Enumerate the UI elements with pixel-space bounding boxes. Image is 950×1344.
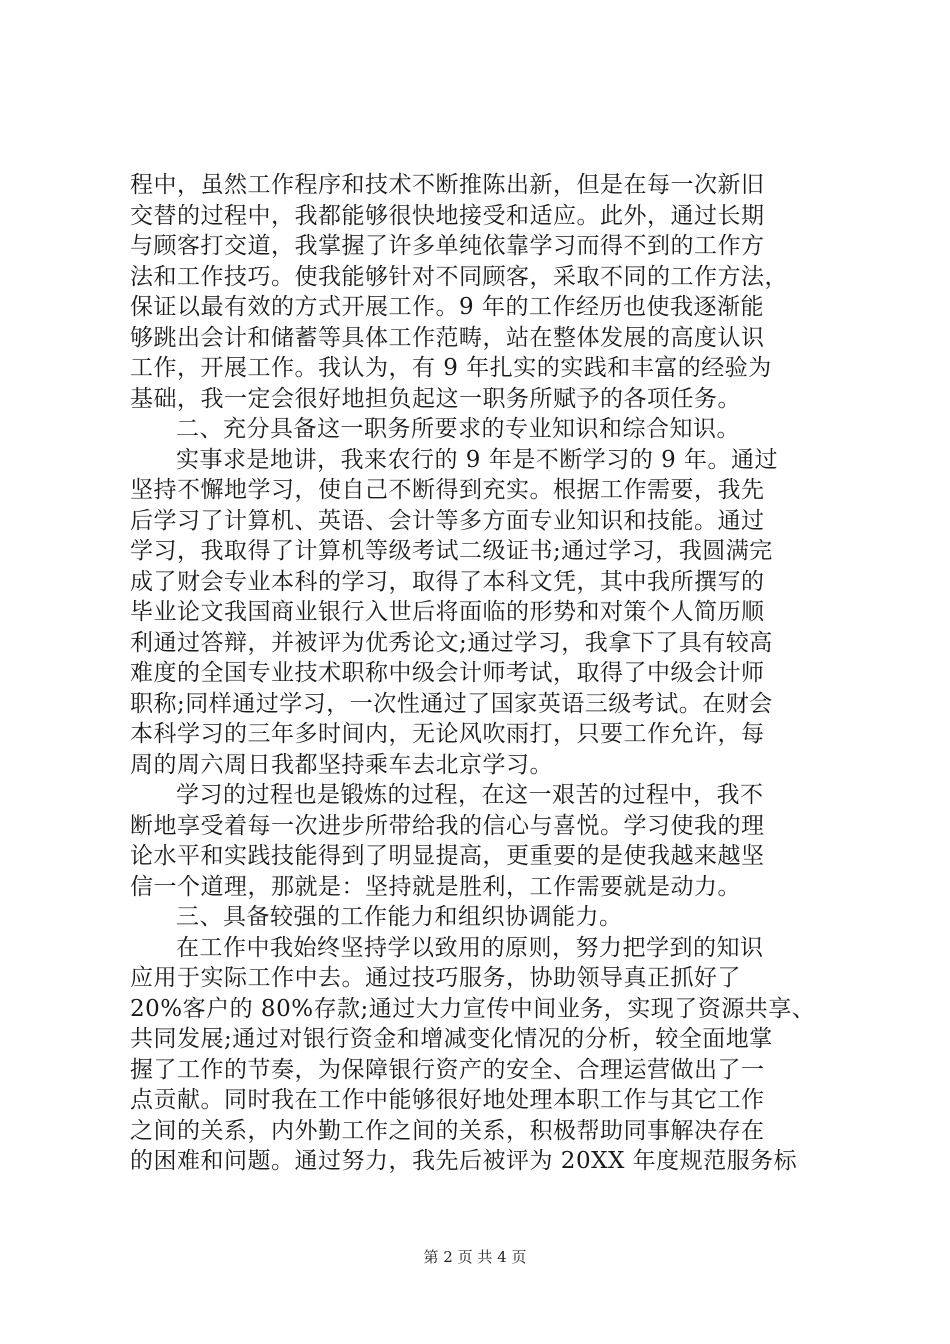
document-body — [130, 170, 830, 1177]
text-line: 在工作中我始终坚持学以致用的原则，努力把学到的知识 — [176, 934, 764, 961]
text-line: 之间的关系，内外勤工作之间的关系，积极帮助同事解决存在 — [130, 1117, 765, 1144]
text-line: 的困难和问题。通过努力，我先后被评为 20XX 年度规范服务标 — [130, 1148, 798, 1174]
text-line: 保证以最有效的方式开展工作。9 年的工作经历也使我逐渐能 — [130, 294, 764, 320]
text-line: 信一个道理，那就是：坚持就是胜利，工作需要就是动力。 — [130, 873, 741, 900]
text-line: 本科学习的三年多时间内，无论风吹雨打，只要工作允许，每 — [130, 721, 765, 747]
text-line: 周的周六周日我都坚持乘车去北京学习。 — [130, 751, 553, 778]
text-line: 断地享受着每一次进步所带给我的信心与喜悦。学习使我的理 — [130, 812, 765, 839]
text-line: 握了工作的节奏，为保障银行资产的安全、合理运营做出了一 — [130, 1056, 765, 1083]
text-line: 成了财会专业本科的学习，取得了本科文凭，其中我所撰写的 — [130, 568, 765, 595]
text-line: 实事求是地讲，我来农行的 9 年是不断学习的 9 年。通过 — [176, 446, 779, 473]
text-line: 交替的过程中，我都能够很快地接受和适应。此外，通过长期 — [130, 202, 765, 229]
text-line: 坚持不懈地学习，使自己不断得到充实。根据工作需要，我先 — [130, 477, 765, 503]
text-line: 职称;同样通过学习，一次性通过了国家英语三级考试。在财会 — [130, 690, 773, 717]
page-footer: 第 2 页 共 4 页 — [423, 1248, 527, 1266]
text-line: 点贡献。同时我在工作中能够很好地处理本职工作与其它工作 — [130, 1087, 765, 1113]
text-line: 20%客户的 80%存款;通过大力宣传中间业务，实现了资源共享、 — [130, 995, 816, 1022]
text-line: 程中，虽然工作程序和技术不断推陈出新，但是在每一次新旧 — [130, 172, 765, 198]
text-line: 工作，开展工作。我认为，有 9 年扎实的实践和丰富的经验为 — [130, 355, 772, 381]
text-line: 三、具备较强的工作能力和组织协调能力。 — [176, 904, 623, 930]
text-line: 毕业论文我国商业银行入世后将面临的形势和对策个人简历顺 — [130, 599, 765, 625]
text-line: 二、充分具备这一职务所要求的专业知识和综合知识。 — [176, 416, 740, 442]
text-line: 学习的过程也是锻炼的过程，在这一艰苦的过程中，我不 — [176, 782, 764, 808]
text-line: 法和工作技巧。使我能够针对不同顾客，采取不同的工作方法， — [130, 263, 788, 290]
text-line: 后学习了计算机、英语、会计等多方面专业知识和技能。通过 — [130, 507, 765, 534]
text-line: 够跳出会计和储蓄等具体工作范畴，站在整体发展的高度认识 — [130, 324, 765, 351]
text-line: 难度的全国专业技术职称中级会计师考试，取得了中级会计师 — [130, 660, 765, 686]
text-line: 应用于实际工作中去。通过技巧服务，协助领导真正抓好了 — [130, 965, 741, 991]
text-line: 共同发展;通过对银行资金和增减变化情况的分析，较全面地掌 — [130, 1026, 773, 1052]
text-line: 论水平和实践技能得到了明显提高，更重要的是使我越来越坚 — [130, 843, 765, 869]
text-line: 学习，我取得了计算机等级考试二级证书;通过学习，我圆满完 — [130, 538, 773, 564]
text-line: 与顾客打交道，我掌握了许多单纯依靠学习而得不到的工作方 — [130, 233, 765, 259]
text-line: 基础，我一定会很好地担负起这一职务所赋予的各项任务。 — [130, 385, 741, 412]
text-line: 利通过答辩，并被评为优秀论文;通过学习，我拿下了具有较高 — [130, 629, 773, 656]
